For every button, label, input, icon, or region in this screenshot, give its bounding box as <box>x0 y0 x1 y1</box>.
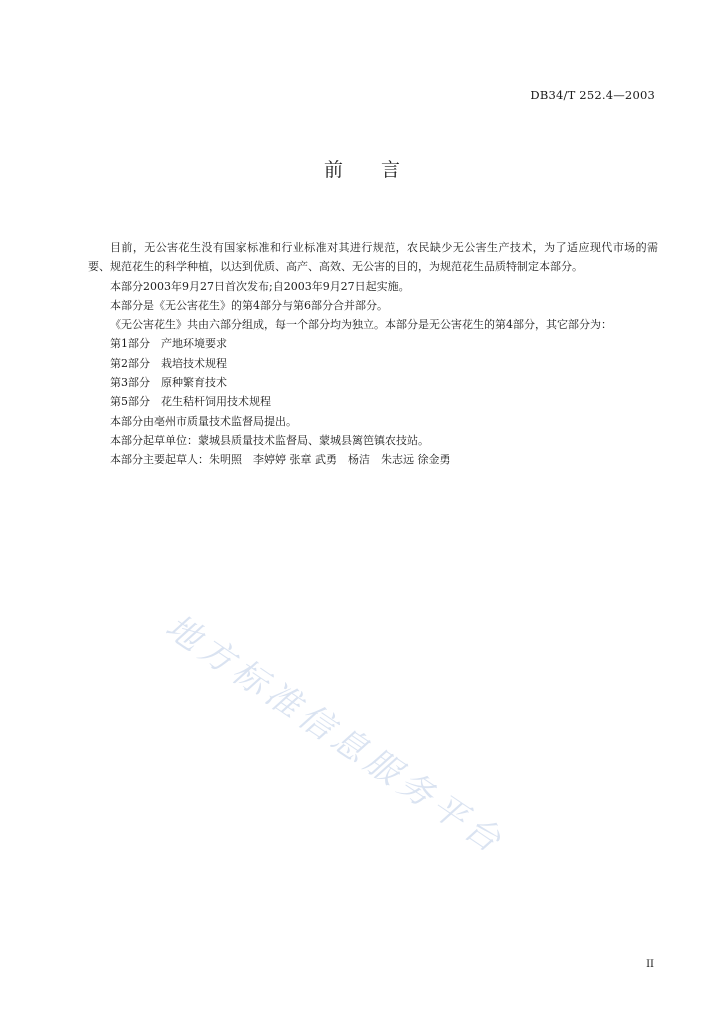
paragraph-drafting-unit: 本部分起草单位：蒙城县质量技术监督局、蒙城县篱笆镇农技站。 <box>110 433 429 447</box>
list-item: 第3部分 原种繁育技术 <box>110 376 227 390</box>
paragraph-intro: 目前，无公害花生没有国家标准和行业标准对其进行规范，农民缺少无公害生产技术，为了适应现代市场的需要、规范花生的科学种植，以达到优质、高产、高效、无公害的目的，为规范花生品质特制定本部分。 <box>88 241 658 274</box>
paragraph-merge: 本部分是《无公害花生》的第4部分与第6部分合并部分。 <box>110 298 388 312</box>
paragraph-drafters: 本部分主要起草人：朱明照 李婷婷 张章 武勇 杨洁 朱志远 徐金勇 <box>110 453 451 467</box>
title-char-2: 言 <box>381 159 401 181</box>
page-title <box>0 155 724 182</box>
watermark: 地方标准信息服务平台 <box>158 606 513 864</box>
paragraph-proposer: 本部分由亳州市质量技术监督局提出。 <box>110 414 297 428</box>
foreword-body <box>88 238 658 470</box>
paragraph-composition: 《无公害花生》共由六部分组成，每一个部分均为独立。本部分是无公害花生的第4部分，其它部分为： <box>110 318 612 332</box>
list-item: 第5部分 花生秸杆饲用技术规程 <box>110 395 271 409</box>
list-item: 第2部分 栽培技术规程 <box>110 356 227 370</box>
paragraph-release: 本部分2003年9月27日首次发布;自2003年9月27日起实施。 <box>110 279 410 293</box>
document-code: DB34/T 252.4—2003 <box>530 88 655 102</box>
title-char-1: 前 <box>323 159 343 181</box>
list-item: 第1部分 产地环境要求 <box>110 337 227 351</box>
page-number: II <box>646 959 654 970</box>
